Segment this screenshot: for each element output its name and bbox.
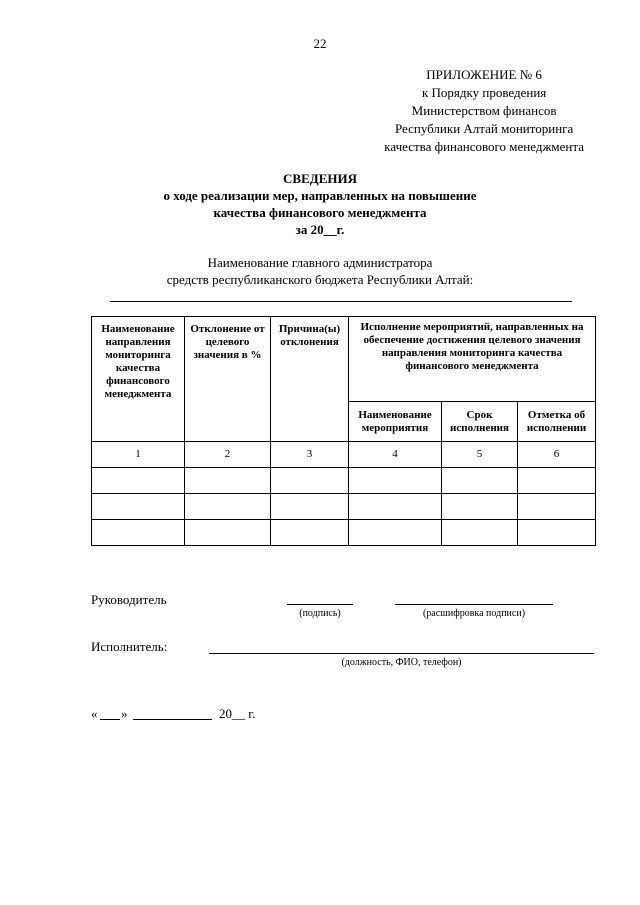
executor-caption: (должность, ФИО, телефон) [341, 657, 462, 668]
document-title [0, 170, 640, 238]
date-day-line[interactable] [100, 719, 120, 720]
table-row [92, 468, 596, 494]
table-row [92, 520, 596, 546]
header-deadline: Срок исполнения [442, 402, 518, 442]
column-number: 3 [271, 442, 349, 468]
administrator-fill-line [110, 301, 572, 302]
table-cell[interactable] [349, 468, 442, 494]
date-open-quote: « [91, 706, 98, 721]
head-label: Руководитель [91, 592, 167, 607]
table-cell[interactable] [185, 494, 271, 520]
signature-caption: (подпись) [299, 608, 341, 619]
report-table [91, 316, 596, 546]
title-line: о ходе реализации мер, направленных на повышение [163, 188, 477, 203]
column-number: 4 [349, 442, 442, 468]
table-cell[interactable] [349, 520, 442, 546]
table-cell[interactable] [271, 520, 349, 546]
appendix-reference [384, 66, 584, 156]
title-line: СВЕДЕНИЯ [283, 171, 357, 186]
table-row [92, 494, 596, 520]
header-direction: Наименование направления мониторинга качества финансового менеджмента [92, 317, 185, 442]
date-month-line[interactable] [133, 719, 212, 720]
table-cell[interactable] [185, 520, 271, 546]
table-cell[interactable] [92, 494, 185, 520]
header-completion-mark: Отметка об исполнении [518, 402, 596, 442]
signature-decode-line[interactable] [395, 604, 553, 605]
appendix-line: качества финансового менеджмента [384, 139, 584, 154]
table-cell[interactable] [185, 468, 271, 494]
executor-line[interactable] [209, 653, 594, 654]
header-deviation: Отклонение от целевого значения в % [185, 317, 271, 442]
header-execution-group: Исполнение мероприятий, направленных на обеспечение достижения целевого значения направления мониторинга качества финансового менеджмента [349, 317, 596, 402]
column-number: 5 [442, 442, 518, 468]
column-number: 6 [518, 442, 596, 468]
signature-line[interactable] [287, 604, 353, 605]
appendix-line: Республики Алтай мониторинга [394, 121, 574, 136]
administrator-label [0, 254, 640, 288]
appendix-line: ПРИЛОЖЕНИЕ № 6 [426, 67, 542, 82]
header-reason: Причина(ы) отклонения [271, 317, 349, 442]
table-cell[interactable] [92, 468, 185, 494]
page-number: 22 [313, 36, 327, 51]
column-number: 1 [92, 442, 185, 468]
title-line: за 20__г. [295, 222, 345, 237]
executor-label: Исполнитель: [91, 639, 168, 654]
table-header-row [92, 317, 596, 402]
header-measure-name: Наименование мероприятия [349, 402, 442, 442]
table-cell[interactable] [92, 520, 185, 546]
appendix-line: Министерством финансов [411, 103, 557, 118]
admin-line: Наименование главного администратора [207, 255, 433, 270]
title-line: качества финансового менеджмента [213, 205, 427, 220]
admin-line: средств республиканского бюджета Республики Алтай: [166, 272, 474, 287]
table-cell[interactable] [271, 468, 349, 494]
table-cell[interactable] [442, 520, 518, 546]
signature-decode-caption: (расшифровка подписи) [422, 608, 526, 619]
date-close-quote: » [121, 706, 128, 721]
table-cell[interactable] [442, 468, 518, 494]
table-number-row [92, 442, 596, 468]
table-cell[interactable] [271, 494, 349, 520]
appendix-line: к Порядку проведения [421, 85, 547, 100]
date-year: 20__ г. [219, 706, 256, 721]
table-cell[interactable] [518, 494, 596, 520]
table-cell[interactable] [518, 520, 596, 546]
table-cell[interactable] [349, 494, 442, 520]
table-cell[interactable] [442, 494, 518, 520]
column-number: 2 [185, 442, 271, 468]
table-cell[interactable] [518, 468, 596, 494]
